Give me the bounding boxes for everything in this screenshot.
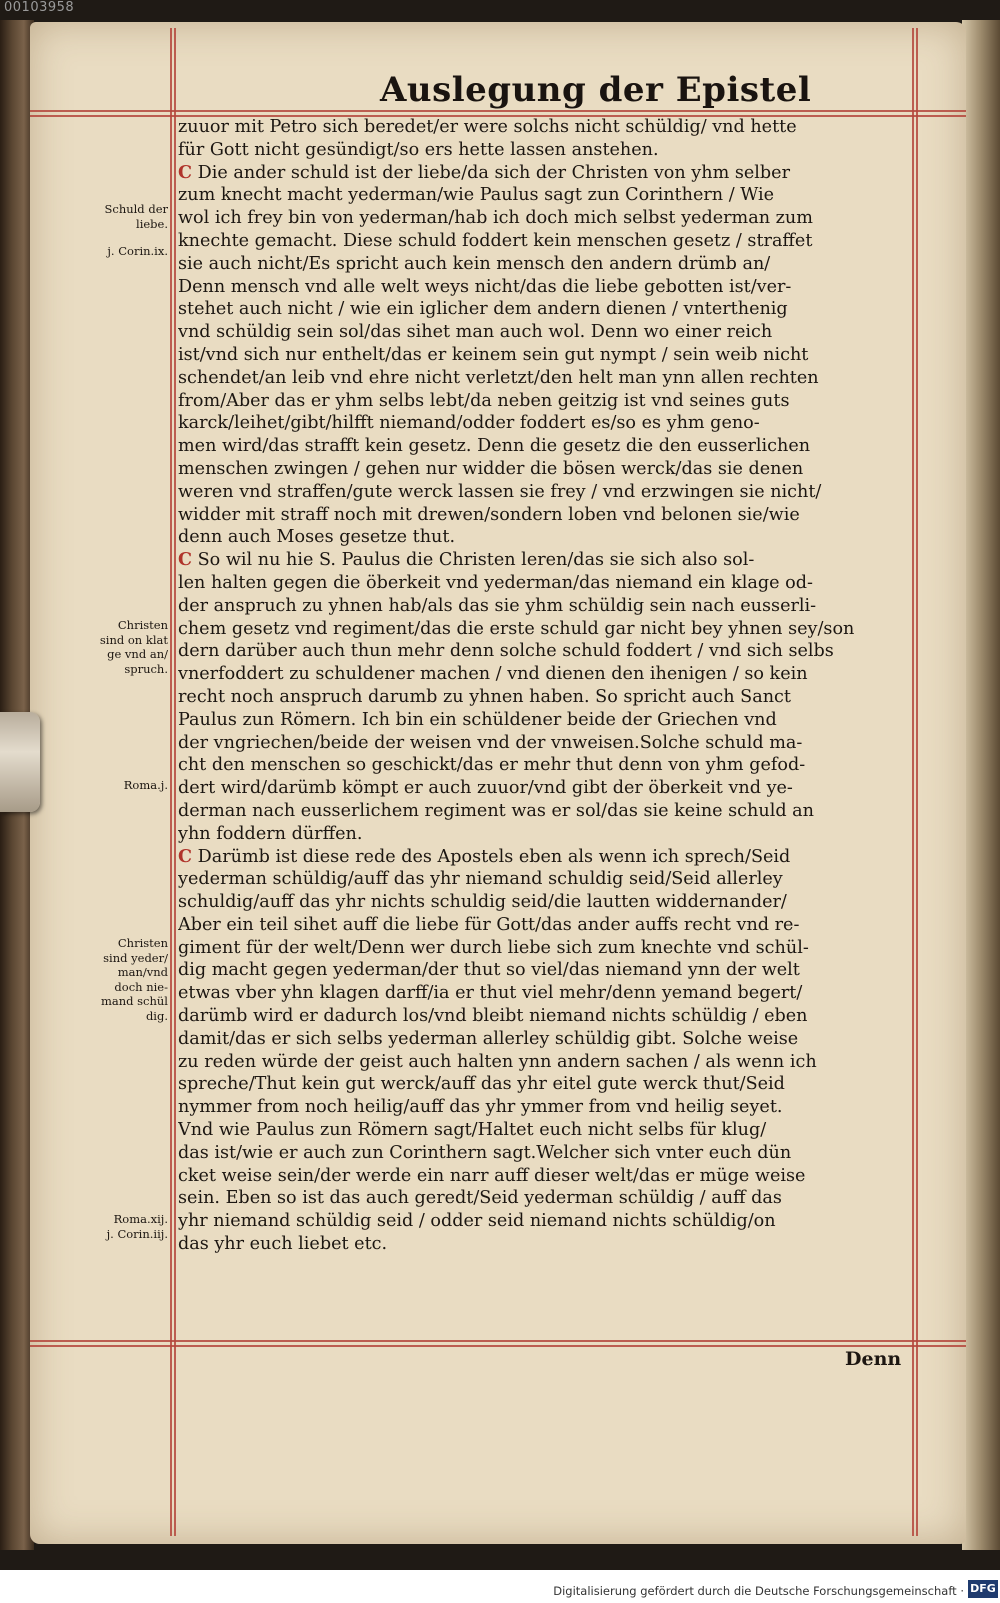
- text-line: [178, 846, 914, 869]
- text-line-content: dert wird/darümb kömpt er auch zuuor/vnd gibt der öberkeit vnd ye-: [178, 778, 793, 799]
- margin-note-line: spruch.: [124, 661, 168, 676]
- text-line-content: dig macht gegen yederman/der thut so viel/das niemand ynn der welt: [178, 960, 800, 981]
- text-line-content: len halten gegen die öberkeit vnd yederman/das niemand ein klage od-: [178, 572, 813, 593]
- text-line: [178, 390, 914, 413]
- text-line: [178, 663, 914, 686]
- text-line: [178, 321, 914, 344]
- margin-note: [76, 936, 168, 1023]
- text-line-content: from/Aber das er yhm selbs lebt/da neben geitzig ist vnd seines guts: [178, 390, 790, 411]
- margin-note: [76, 244, 168, 259]
- text-line-content: Paulus zun Römern. Ich bin ein schüldener beide der Griechen vnd: [178, 709, 777, 730]
- text-line: [178, 162, 914, 185]
- margin-note-line: j. Corin.iij.: [106, 1226, 168, 1241]
- text-line-content: cht den menschen so geschickt/das er mehr thut denn von yhm gefod-: [178, 755, 806, 776]
- body-text: [178, 116, 914, 1256]
- margin-note-line: doch nie-: [114, 979, 168, 994]
- text-line: [178, 1028, 914, 1051]
- text-line-content: für Gott nicht gesündigt/so ers hette lassen anstehen.: [178, 139, 659, 160]
- text-line: [178, 1233, 914, 1256]
- text-line-content: sie auch nicht/Es spricht auch kein mensch den andern drümb an/: [178, 253, 771, 274]
- margin-note-line: Roma.j.: [123, 778, 168, 792]
- scan-identifier: 00103958: [4, 0, 75, 15]
- text-line: [178, 1005, 914, 1028]
- text-line-content: etwas vber yhn klagen darff/ia er thut viel mehr/denn yemand begert/: [178, 983, 803, 1004]
- text-line: [178, 1142, 914, 1165]
- text-line-content: derman nach eusserlichem regiment was er sol/das sie keine schuld an: [178, 800, 815, 821]
- paragraph-mark: C: [178, 549, 193, 571]
- text-line: [178, 640, 914, 663]
- funding-credit: Digitalisierung gefördert durch die Deutsche Forschungsgemeinschaft ·: [553, 1584, 964, 1598]
- margin-note: [76, 618, 168, 676]
- text-line-content: schuldig/auff das yhr nichts schuldig seid/die lautten widdernander/: [178, 892, 787, 913]
- text-line-content: Die ander schuld ist der liebe/da sich der Christen von yhm selber: [197, 162, 791, 183]
- text-line-content: Vnd wie Paulus zun Römern sagt/Haltet euch nicht selbs für klug/: [178, 1120, 767, 1141]
- text-line-content: zuuor mit Petro sich beredet/er were solchs nicht schüldig/ vnd hette: [178, 117, 797, 137]
- text-line: [178, 458, 914, 481]
- text-line-content: Darümb ist diese rede des Apostels eben als wenn ich sprech/Seid: [197, 846, 791, 867]
- margin-note-line: Christen: [117, 936, 168, 950]
- margin-note-line: sind on klat: [99, 632, 168, 647]
- text-line: [178, 253, 914, 276]
- text-line-content: yederman schüldig/auff das yhr niemand schuldig seid/Seid allerley: [178, 869, 783, 890]
- text-line: [178, 230, 914, 253]
- text-line: [178, 777, 914, 800]
- text-line-content: yhn foddern dürffen.: [178, 823, 363, 844]
- text-line-content: wol ich frey bin von yederman/hab ich doch mich selbst yederman zum: [178, 208, 813, 229]
- margin-note-line: man/vnd: [117, 965, 168, 979]
- red-rule: [30, 1345, 966, 1347]
- text-line: [178, 207, 914, 230]
- margin-note-line: sind yeder/: [103, 950, 168, 965]
- paragraph-mark: C: [178, 161, 193, 183]
- text-line-content: stehet auch nicht / wie ein iglicher dem andern dienen / vnterthenig: [178, 299, 788, 320]
- text-line-content: damit/das er sich selbs yederman allerley schüldig gibt. Solche weise: [178, 1028, 799, 1049]
- text-line: [178, 481, 914, 504]
- text-line: [178, 526, 914, 549]
- text-line: [178, 891, 914, 914]
- text-line: [178, 709, 914, 732]
- text-line: [178, 914, 914, 937]
- catchword: Denn: [845, 1348, 902, 1370]
- text-line: [178, 959, 914, 982]
- text-line-content: Aber ein teil sihet auff die liebe für Gott/das ander auffs recht vnd re-: [178, 914, 800, 935]
- book-page: [30, 22, 966, 1544]
- text-line: [178, 139, 914, 162]
- text-line: [178, 412, 914, 435]
- margin-note: [76, 1212, 168, 1241]
- margin-note: [76, 202, 168, 231]
- red-rule: [174, 28, 176, 1536]
- text-line: [178, 116, 914, 139]
- margin-note-line: Christen: [117, 618, 168, 632]
- running-header: Auslegung der Epistel: [380, 70, 812, 110]
- text-line: [178, 572, 914, 595]
- text-line: [178, 618, 914, 641]
- paragraph-mark: C: [178, 845, 193, 867]
- text-line: [178, 982, 914, 1005]
- text-line: [178, 367, 914, 390]
- margin-note-line: dig.: [145, 1008, 168, 1023]
- text-line: [178, 754, 914, 777]
- text-line-content: cket weise sein/der werde ein narr auff dieser welt/das er müge weise: [178, 1165, 806, 1186]
- margin-note-line: Roma.xij.: [113, 1212, 168, 1226]
- text-line: [178, 800, 914, 823]
- text-line: [178, 1187, 914, 1210]
- text-line-content: der vngriechen/beide der weisen vnd der vnweisen.Solche schuld ma-: [178, 732, 803, 753]
- text-line-content: dern darüber auch thun mehr denn solche schuld foddert / vnd sich selbs: [178, 641, 834, 662]
- text-line: [178, 549, 914, 572]
- margin-note-line: j. Corin.ix.: [107, 244, 168, 258]
- text-line: [178, 276, 914, 299]
- margin-note-line: liebe.: [136, 216, 168, 231]
- red-rule: [30, 1340, 966, 1342]
- text-line: [178, 504, 914, 527]
- red-rule: [170, 28, 172, 1536]
- text-line-content: yhr niemand schüldig seid / odder seid niemand nichts schüldig/on: [178, 1211, 776, 1232]
- text-line: [178, 937, 914, 960]
- text-line-content: nymmer from noch heilig/auff das yhr ymmer from vnd heilig seyet.: [178, 1097, 783, 1118]
- text-line: [178, 686, 914, 709]
- footer-bar: [0, 1575, 1000, 1603]
- book-clasp: [0, 712, 40, 812]
- text-line: [178, 732, 914, 755]
- text-line: [178, 1096, 914, 1119]
- text-line: [178, 1119, 914, 1142]
- text-line: [178, 344, 914, 367]
- text-line-content: denn auch Moses gesetze thut.: [178, 527, 456, 548]
- text-line-content: knechte gemacht. Diese schuld foddert kein menschen gesetz / straffet: [178, 230, 813, 251]
- text-line: [178, 435, 914, 458]
- dfg-logo: DFG: [968, 1580, 998, 1598]
- text-line-content: zu reden würde der geist auch halten ynn andern sachen / als wenn ich: [178, 1051, 817, 1072]
- text-line: [178, 595, 914, 618]
- text-line-content: ist/vnd sich nur enthelt/das er keinem sein gut nympt / sein weib nicht: [178, 344, 809, 365]
- text-line: [178, 1165, 914, 1188]
- text-line: [178, 1051, 914, 1074]
- text-line-content: sein. Eben so ist das auch geredt/Seid yederman schüldig / auff das: [178, 1188, 782, 1209]
- margin-note: [76, 778, 168, 793]
- text-line-content: darümb wird er dadurch los/vnd bleibt niemand nichts schüldig / eben: [178, 1006, 808, 1027]
- page-edge: [962, 20, 1000, 1550]
- text-line-content: zum knecht macht yederman/wie Paulus sagt zun Corinthern / Wie: [178, 185, 775, 206]
- text-line: [178, 298, 914, 321]
- margin-note-line: mand schül: [100, 994, 168, 1008]
- text-line-content: recht noch anspruch darumb zu yhnen haben. So spricht auch Sanct: [178, 686, 791, 707]
- text-line-content: vnerfoddert zu schuldener machen / vnd dienen den ihenigen / so kein: [178, 664, 808, 685]
- margin-note-line: ge vnd an/: [107, 647, 168, 661]
- text-line-content: So wil nu hie S. Paulus die Christen leren/das sie sich also sol-: [197, 550, 755, 571]
- text-line-content: spreche/Thut kein gut werck/auff das yhr eitel gute werck thut/Seid: [178, 1074, 785, 1095]
- text-line-content: weren vnd straffen/gute werck lassen sie frey / vnd erzwingen sie nicht/: [178, 481, 822, 502]
- text-line: [178, 184, 914, 207]
- text-line-content: Denn mensch vnd alle welt weys nicht/das die liebe gebotten ist/ver-: [178, 276, 792, 297]
- text-line: [178, 1073, 914, 1096]
- red-rule: [30, 110, 966, 112]
- text-line-content: das yhr euch liebet etc.: [178, 1234, 388, 1255]
- text-line-content: karck/leihet/gibt/hilfft niemand/odder foddert es/so es yhm geno-: [178, 413, 760, 434]
- text-line-content: chem gesetz vnd regiment/das die erste schuld gar nicht bey yhnen sey/son: [178, 618, 855, 639]
- text-line-content: giment für der welt/Denn wer durch liebe sich zum knechte vnd schül-: [178, 937, 809, 958]
- text-line: [178, 823, 914, 846]
- text-line-content: das ist/wie er auch zun Corinthern sagt.Welcher sich vnter euch dün: [178, 1142, 792, 1163]
- text-line-content: schendet/an leib vnd ehre nicht verletzt/den helt man ynn allen rechten: [178, 367, 819, 388]
- text-line-content: widder mit straff noch mit drewen/sondern loben vnd belonen sie/wie: [178, 504, 800, 525]
- text-line: [178, 1210, 914, 1233]
- text-line-content: men wird/das strafft kein gesetz. Denn die gesetz die den eusserlichen: [178, 436, 811, 457]
- text-line-content: vnd schüldig sein sol/das sihet man auch wol. Denn wo einer reich: [178, 322, 773, 343]
- text-line-content: der anspruch zu yhnen hab/als das sie yhm schüldig sein nach eusserli-: [178, 595, 817, 616]
- margin-note-line: Schuld der: [104, 202, 168, 216]
- red-rule: [916, 28, 918, 1536]
- text-line-content: menschen zwingen / gehen nur widder die bösen werck/das sie denen: [178, 458, 804, 479]
- text-line: [178, 868, 914, 891]
